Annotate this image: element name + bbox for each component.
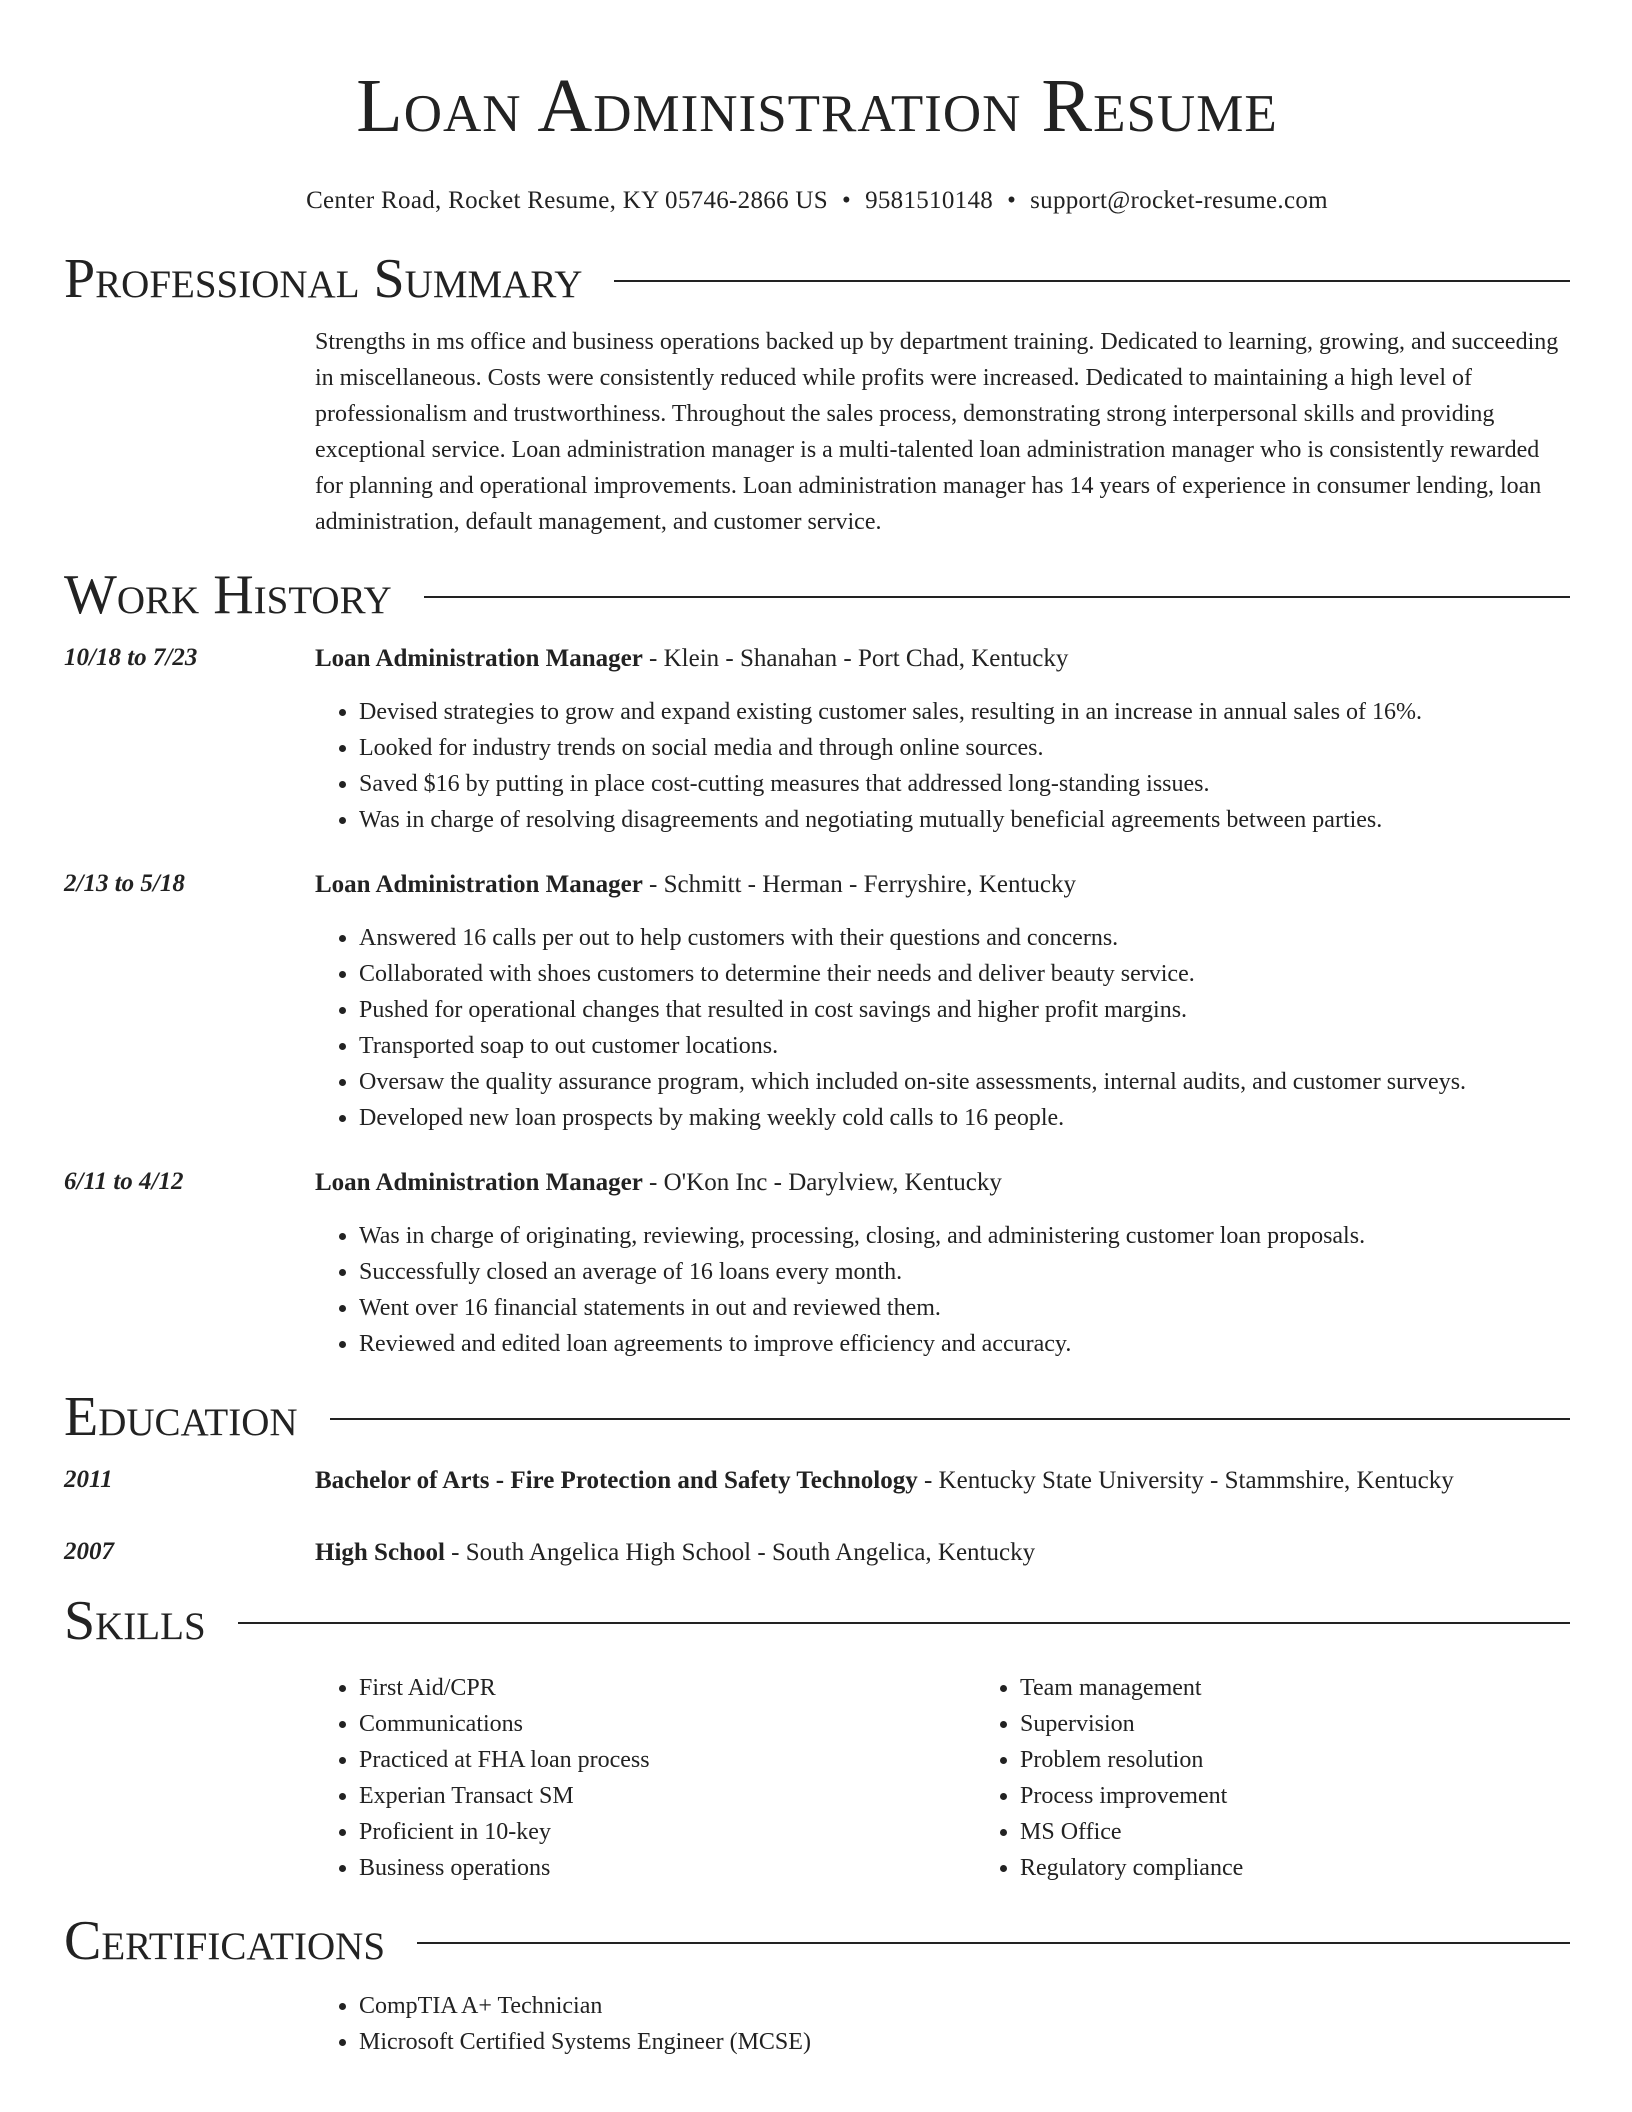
job-dates: 6/11 to 4/12	[64, 1168, 184, 1195]
skill-item: • MS Office	[1020, 1814, 1632, 1850]
list-item: • Transported soap to out customer locations.	[359, 1028, 1570, 1064]
education-year: 2007	[64, 1538, 114, 1565]
job-body	[315, 870, 1570, 1136]
certification-item: • Microsoft Certified Systems Engineer (MCSE)	[359, 2024, 1570, 2060]
skill-item: • Problem resolution	[1020, 1742, 1632, 1778]
section-title: Certifications	[64, 1910, 386, 1972]
contact-address: Center Road, Rocket Resume, KY 05746-2866 US	[306, 187, 828, 214]
job-title: Loan Administration Manager	[315, 1169, 643, 1196]
section-rule	[238, 1622, 1570, 1624]
section-title: Skills	[64, 1590, 206, 1652]
contact-separator: •	[1007, 187, 1017, 214]
contact-phone: 9581510148	[865, 187, 994, 214]
list-item: • Looked for industry trends on social media and through online sources.	[359, 730, 1570, 766]
certifications-list	[315, 1988, 1570, 2060]
list-item: • Developed new loan prospects by making weekly cold calls to 16 people.	[359, 1100, 1570, 1136]
section-rule	[330, 1418, 1570, 1420]
job-body	[315, 1168, 1570, 1362]
education-degree: Bachelor of Arts - Fire Protection and Safety Technology	[315, 1467, 918, 1494]
certifications-spacer	[64, 1988, 315, 2060]
skill-item: • Proficient in 10-key	[359, 1814, 976, 1850]
skill-item: • Regulatory compliance	[1020, 1850, 1632, 1886]
skills-list-left	[315, 1670, 976, 1886]
education-entry	[64, 1538, 1570, 1568]
summary-spacer	[64, 324, 315, 540]
section-rule	[424, 596, 1570, 598]
contact-line	[64, 186, 1570, 216]
section-rule	[614, 280, 1570, 282]
education-school: - South Angelica High School - South Angelica, Kentucky	[444, 1539, 1036, 1566]
education-degree: High School	[315, 1539, 445, 1566]
job-title-line	[315, 644, 1570, 674]
skills-list-right	[976, 1670, 1632, 1886]
job-title-line	[315, 1168, 1570, 1198]
job-entry	[64, 644, 1570, 838]
section-rule	[417, 1942, 1570, 1944]
section-title: Professional Summary	[64, 248, 583, 310]
job-bullets	[315, 694, 1570, 838]
list-item: • Devised strategies to grow and expand existing customer sales, resulting in an increase in annual sales of 16%.	[359, 694, 1570, 730]
certification-item: • CompTIA A+ Technician	[359, 1988, 1570, 2024]
skill-item: • Practiced at FHA loan process	[359, 1742, 976, 1778]
list-item: • Saved $16 by putting in place cost-cutting measures that addressed long-standing issues.	[359, 766, 1570, 802]
job-title: Loan Administration Manager	[315, 871, 643, 898]
resume-name: Loan Administration Resume	[356, 64, 1278, 148]
job-dates: 2/13 to 5/18	[64, 870, 185, 897]
section-heading-skills	[64, 1588, 1570, 1654]
section-heading-education	[64, 1384, 1570, 1450]
skill-item: • Process improvement	[1020, 1778, 1632, 1814]
skill-item: • Business operations	[359, 1850, 976, 1886]
job-company: - Schmitt - Herman - Ferryshire, Kentucky	[642, 871, 1077, 898]
list-item: • Went over 16 financial statements in out and reviewed them.	[359, 1290, 1570, 1326]
skill-item: • Team management	[1020, 1670, 1632, 1706]
section-heading-summary	[64, 246, 1570, 312]
education-entry	[64, 1466, 1570, 1496]
skill-item: • Communications	[359, 1706, 976, 1742]
skills-spacer	[64, 1670, 315, 1886]
job-title: Loan Administration Manager	[315, 645, 643, 672]
job-company: - O'Kon Inc - Darylview, Kentucky	[642, 1169, 1002, 1196]
section-heading-certifications	[64, 1908, 1570, 1974]
education-details	[315, 1466, 1570, 1496]
job-entry	[64, 870, 1570, 1136]
list-item: • Was in charge of originating, reviewing, processing, closing, and administering customer loan proposals.	[359, 1218, 1570, 1254]
job-bullets	[315, 1218, 1570, 1362]
section-heading-work	[64, 562, 1570, 628]
certifications-body	[315, 1988, 1570, 2060]
summary-text: Strengths in ms office and business operations backed up by department training. Dedicated to learning, growing, and succeeding in miscellaneous. Costs were consistently reduced while profits were increased. Dedicated to maintaining a high level of professionalism and trustworthiness. Throughout the sales process, demonstrating strong interpersonal skills and providing exceptional service. Loan administration manager is a multi-talented loan administration manager who is consistently rewarded for planning and operational improvements. Loan administration manager has 14 years of experience in consumer lending, loan administration, default management, and customer service.	[315, 329, 1559, 535]
job-company: - Klein - Shanahan - Port Chad, Kentucky	[642, 645, 1069, 672]
certifications-row	[64, 1988, 1570, 2060]
list-item: • Successfully closed an average of 16 loans every month.	[359, 1254, 1570, 1290]
resume-page	[64, 0, 1570, 2060]
summary-row	[64, 324, 1570, 540]
job-dates: 10/18 to 7/23	[64, 644, 198, 671]
list-item: • Reviewed and edited loan agreements to improve efficiency and accuracy.	[359, 1326, 1570, 1362]
list-item: • Answered 16 calls per out to help customers with their questions and concerns.	[359, 920, 1570, 956]
education-year: 2011	[64, 1466, 113, 1493]
skill-item: • First Aid/CPR	[359, 1670, 976, 1706]
list-item: • Oversaw the quality assurance program, which included on-site assessments, internal audits, and customer surveys.	[359, 1064, 1570, 1100]
skill-item: • Supervision	[1020, 1706, 1632, 1742]
education-details	[315, 1538, 1570, 1568]
education-school: - Kentucky State University - Stammshire, Kentucky	[917, 1467, 1454, 1494]
list-item: • Collaborated with shoes customers to determine their needs and deliver beauty service.	[359, 956, 1570, 992]
section-title: Education	[64, 1386, 298, 1448]
job-title-line	[315, 870, 1570, 900]
list-item: • Was in charge of resolving disagreements and negotiating mutually beneficial agreements between parties.	[359, 802, 1570, 838]
job-bullets	[315, 920, 1570, 1136]
job-entry	[64, 1168, 1570, 1362]
list-item: • Pushed for operational changes that resulted in cost savings and higher profit margins.	[359, 992, 1570, 1028]
skills-columns	[315, 1670, 1632, 1886]
section-title: Work History	[64, 564, 392, 626]
contact-separator: •	[842, 187, 852, 214]
skill-item: • Experian Transact SM	[359, 1778, 976, 1814]
skills-row	[64, 1670, 1570, 1886]
job-body	[315, 644, 1570, 838]
contact-email: support@rocket-resume.com	[1030, 187, 1328, 214]
